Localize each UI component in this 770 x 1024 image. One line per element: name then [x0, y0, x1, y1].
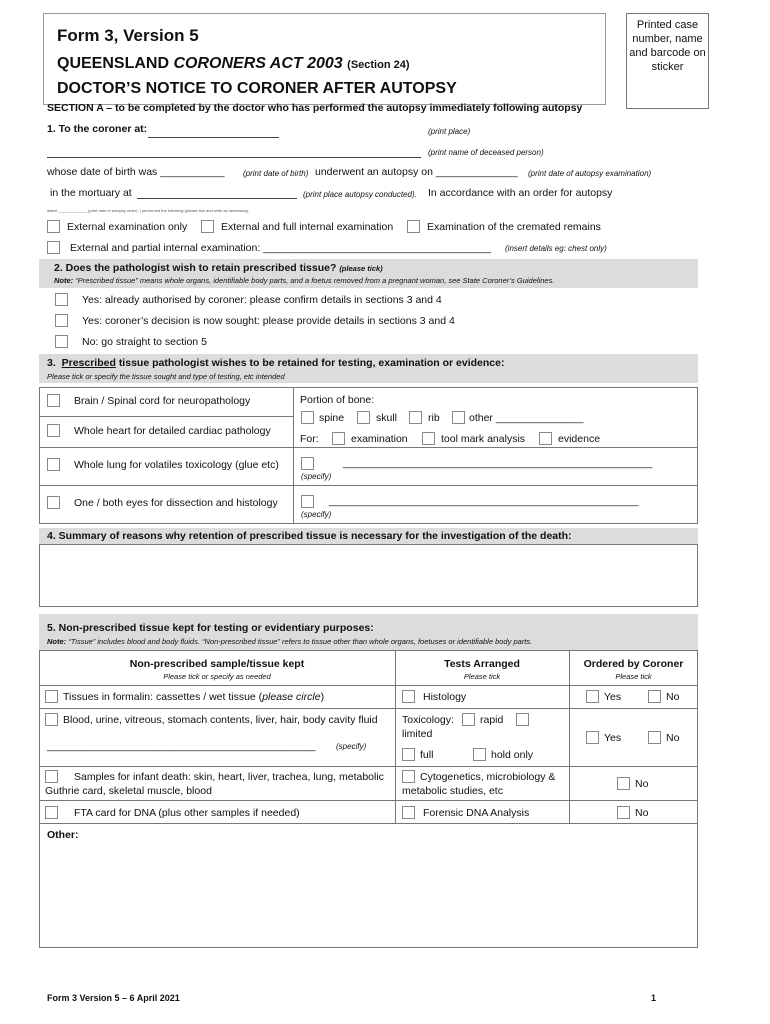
formalin-no-checkbox[interactable]: [648, 690, 661, 703]
bone-rib-checkbox[interactable]: [409, 411, 422, 424]
print-exam-date-hint: (print date of autopsy examination): [528, 169, 652, 178]
histology-label: Histology: [423, 691, 467, 703]
purpose-evidence-checkbox[interactable]: [539, 432, 552, 445]
section-a-title: SECTION A – to be completed by the doctor who has performed the autopsy immediately following autopsy: [47, 102, 583, 114]
insert-details-hint: (insert details eg: chest only): [505, 244, 607, 253]
deceased-name-line[interactable]: [47, 157, 421, 158]
fluids-specify-line[interactable]: ______________________________________________: [47, 740, 316, 752]
fta-no-label: No: [635, 807, 649, 819]
brain-checkbox[interactable]: [47, 394, 60, 407]
mortuary-line[interactable]: [137, 198, 297, 199]
formalin-label: Tissues in formalin: cassettes / wet tissue (please circle): [63, 691, 325, 703]
tox-rapid-label: rapid: [480, 714, 504, 726]
formalin-yes-label: Yes: [604, 691, 622, 703]
tox-limited-checkbox[interactable]: [516, 713, 529, 726]
fluids-checkbox[interactable]: [45, 713, 58, 726]
infant-no-checkbox[interactable]: [617, 777, 630, 790]
section-5-title: 5. Non-prescribed tissue kept for testing or evidentiary purposes:: [47, 622, 374, 634]
brain-label: Brain / Spinal cord for neuropathology: [74, 395, 251, 407]
fta-checkbox[interactable]: [45, 806, 58, 819]
fluids-label: Blood, urine, vitreous, stomach contents, liver, hair, body cavity fluid: [63, 714, 378, 726]
eyes-specify-line[interactable]: _____________________________________________________: [329, 495, 639, 507]
section-3-title: 3. Prescribed tissue pathologist wishes to be retained for testing, examination or evidence:: [47, 357, 505, 369]
retain-no-label: No: go straight to section 5: [82, 336, 207, 348]
tox-limited-label: limited: [402, 728, 433, 740]
formalin-checkbox[interactable]: [45, 690, 58, 703]
eyes-checkbox[interactable]: [47, 496, 60, 509]
portion-of-bone-label: Portion of bone:: [300, 394, 375, 406]
fluids-specify-hint: (specify): [336, 742, 367, 751]
bone-skull-checkbox[interactable]: [357, 411, 370, 424]
footer-version: Form 3 Version 5 – 6 April 2021: [47, 993, 180, 1003]
tox-hold-label: hold only: [491, 749, 534, 761]
page-number: 1: [651, 993, 657, 1003]
histology-checkbox[interactable]: [402, 690, 415, 703]
external-only-checkbox[interactable]: [47, 220, 60, 233]
infant-label-2: Guthrie card, skeletal muscle, blood: [45, 785, 212, 797]
tox-hold-checkbox[interactable]: [473, 748, 486, 761]
bone-rib-label: rib: [428, 412, 440, 424]
for-label: For:: [300, 433, 319, 445]
full-internal-checkbox[interactable]: [201, 220, 214, 233]
external-only-label: External examination only: [67, 221, 188, 233]
lung-specify-hint: (specify): [301, 472, 332, 481]
col-tests-header: Tests Arranged: [444, 658, 520, 670]
print-place-hint: (print place): [428, 127, 471, 136]
lung-specify-line[interactable]: _____________________________________________________: [343, 457, 653, 469]
partial-internal-checkbox[interactable]: [47, 241, 60, 254]
purpose-examination-checkbox[interactable]: [332, 432, 345, 445]
sticker-placeholder: Printed case number, name and barcode on sticker: [626, 13, 709, 109]
tox-rapid-checkbox[interactable]: [462, 713, 475, 726]
mortuary-label: in the mortuary at: [50, 187, 132, 199]
bone-spine-checkbox[interactable]: [301, 411, 314, 424]
retain-no-checkbox[interactable]: [55, 335, 68, 348]
purpose-toolmark-label: tool mark analysis: [441, 433, 526, 445]
retain-yes-sought-checkbox[interactable]: [55, 314, 68, 327]
purpose-examination-label: examination: [351, 433, 408, 445]
heart-checkbox[interactable]: [47, 424, 60, 437]
fluids-yes-checkbox[interactable]: [586, 731, 599, 744]
dna-analysis-label: Forensic DNA Analysis: [423, 807, 530, 819]
accordance-text: In accordance with an order for autopsy: [428, 187, 613, 199]
cremated-label: Examination of the cremated remains: [427, 221, 601, 233]
act-title: QUEENSLAND CORONERS ACT 2003 (Section 24): [57, 55, 410, 72]
lung-specify-checkbox[interactable]: [301, 457, 314, 470]
fta-no-checkbox[interactable]: [617, 806, 630, 819]
cremated-checkbox[interactable]: [407, 220, 420, 233]
print-place-autopsy-hint: (print place autopsy conducted).: [303, 190, 417, 199]
section-4-title: 4. Summary of reasons why retention of prescribed tissue is necessary for the investigation of the death:: [47, 530, 572, 542]
fluids-no-label: No: [666, 732, 680, 744]
eyes-label: One / both eyes for dissection and histology: [74, 497, 278, 509]
other-label: Other:: [47, 829, 79, 841]
fluids-no-checkbox[interactable]: [648, 731, 661, 744]
autopsy-date-field[interactable]: underwent an autopsy on ______________: [315, 166, 518, 178]
document-title: DOCTOR’S NOTICE TO CORONER AFTER AUTOPSY: [57, 80, 457, 97]
cytogenetics-label: Cytogenetics, microbiology &: [420, 771, 556, 783]
other-textarea[interactable]: [40, 845, 697, 947]
infant-no-label: No: [635, 778, 649, 790]
eyes-specify-hint: (specify): [301, 510, 332, 519]
section-2-title: 2. Does the pathologist wish to retain prescribed tissue? (please tick): [54, 262, 383, 274]
cytogenetics-label-2: metabolic studies, etc: [402, 785, 503, 797]
infant-label: Samples for infant death: skin, heart, liver, trachea, lung, metabolic: [74, 771, 384, 783]
tox-full-checkbox[interactable]: [402, 748, 415, 761]
dated-order-text: dated _____________ (print date of autopsy order). I performed the following (please tick and write as necessary):: [47, 208, 250, 213]
retain-yes-sought-label: Yes: coroner’s decision is now sought: please provide details in sections 3 and 4: [82, 315, 455, 327]
dna-analysis-checkbox[interactable]: [402, 806, 415, 819]
bone-other-checkbox[interactable]: [452, 411, 465, 424]
fta-label: FTA card for DNA (plus other samples if needed): [74, 807, 300, 819]
bone-skull-label: skull: [376, 412, 398, 424]
print-dob-hint: (print date of birth): [243, 169, 309, 178]
purpose-evidence-label: evidence: [558, 433, 601, 445]
fluids-yes-label: Yes: [604, 732, 622, 744]
section-2-note: Note: “Prescribed tissue” means whole organs, identifiable body parts, and a foetus removed from a pregnant woman, see State Coroner’s Guidelines.: [54, 276, 555, 285]
heart-label: Whole heart for detailed cardiac pathology: [74, 425, 271, 437]
form-version: Form 3, Version 5: [57, 26, 199, 45]
formalin-no-label: No: [666, 691, 680, 703]
purpose-toolmark-checkbox[interactable]: [422, 432, 435, 445]
formalin-yes-checkbox[interactable]: [586, 690, 599, 703]
section-5-note: Note: “Tissue” includes blood and body fluids. “Non-prescribed tissue” refers to tissue other than whole organs, foetuses or identifiable body parts.: [47, 637, 533, 646]
lung-label: Whole lung for volatiles toxicology (glue etc): [74, 459, 279, 471]
col-coroner-sub: Please tick: [615, 672, 652, 681]
print-name-hint: (print name of deceased person): [428, 148, 544, 157]
section-3-note: Please tick or specify the tissue sought and type of testing, etc intended: [47, 372, 285, 381]
section-4-textarea[interactable]: [39, 544, 698, 607]
retain-yes-authorised-label: Yes: already authorised by coroner: please confirm details in sections 3 and 4: [82, 294, 442, 306]
eyes-specify-checkbox[interactable]: [301, 495, 314, 508]
infant-checkbox[interactable]: [45, 770, 58, 783]
cytogenetics-checkbox[interactable]: [402, 770, 415, 783]
toxicology-label: Toxicology:: [402, 714, 454, 726]
retain-yes-authorised-checkbox[interactable]: [55, 293, 68, 306]
full-internal-label: External and full internal examination: [221, 221, 394, 233]
coroner-place-line[interactable]: [148, 137, 279, 138]
bone-other-label[interactable]: other _______________: [469, 412, 584, 424]
to-coroner-label: 1. To the coroner at:: [47, 123, 148, 135]
dob-field[interactable]: whose date of birth was ___________: [47, 166, 225, 178]
lung-checkbox[interactable]: [47, 458, 60, 471]
tox-full-label: full: [420, 749, 434, 761]
bone-spine-label: spine: [319, 412, 345, 424]
partial-internal-label[interactable]: External and partial internal examination: _______________________________________: [70, 242, 491, 254]
col-sample-sub: Please tick or specify as needed: [163, 672, 271, 681]
col-sample-header: Non-prescribed sample/tissue kept: [129, 658, 305, 670]
col-coroner-header: Ordered by Coroner: [583, 658, 684, 670]
col-tests-sub: Please tick: [463, 672, 501, 681]
